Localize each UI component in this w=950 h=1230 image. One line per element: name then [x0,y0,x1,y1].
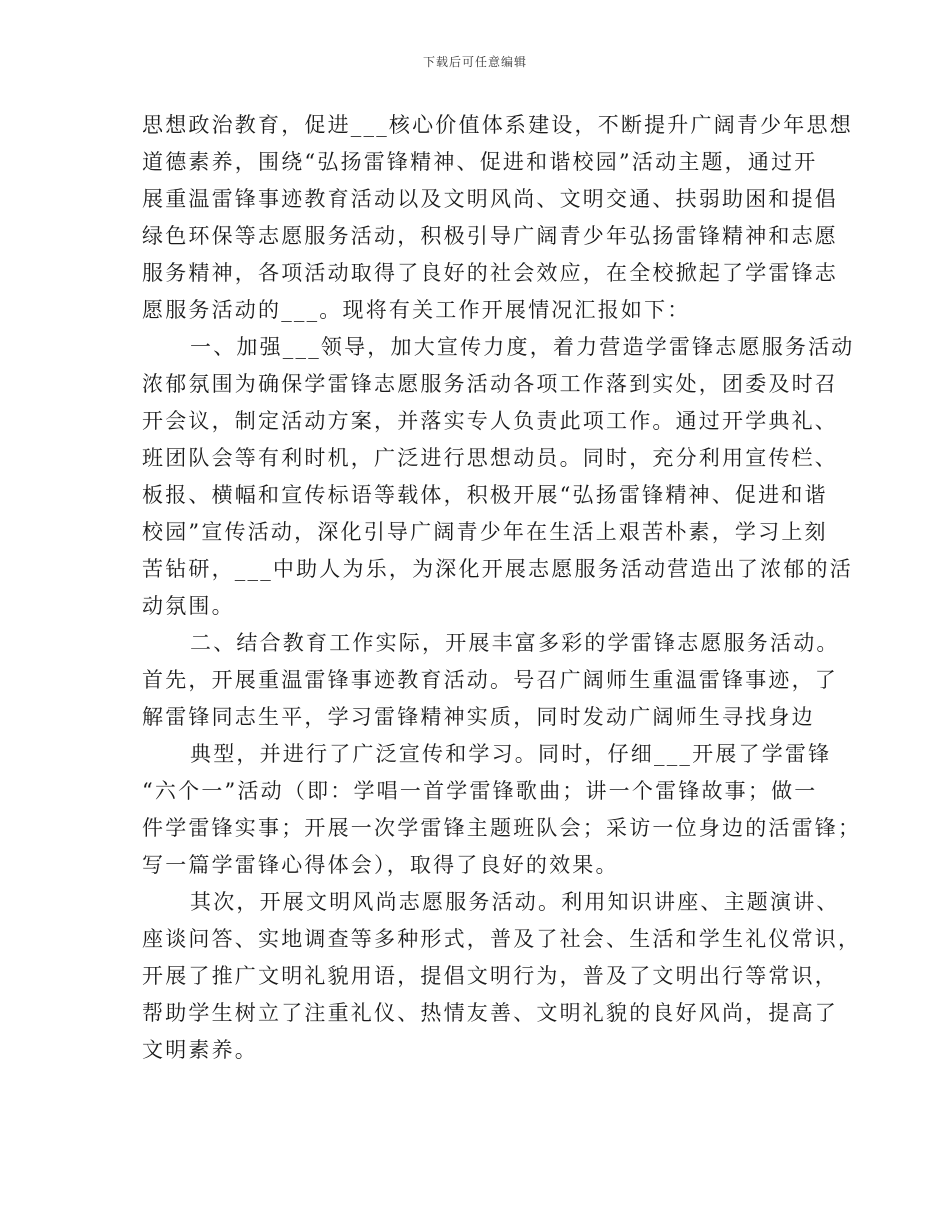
text-line: 思想政治教育，促进___核心价值体系建设，不断提升广阔青少年思想 [142,113,853,137]
text-line: 愿服务活动的___。现将有关工作开展情况汇报如下： [142,298,691,322]
text-line: 班团队会等有利时机，广泛进行思想动员。同时，充分利用宣传栏、 [142,446,838,470]
text-line: 一、加强___领导，加大宣传力度，着力营造学雷锋志愿服务活动 [190,335,855,359]
text-line: 写一篇学雷锋心得体会），取得了良好的效果。 [142,853,619,877]
text-line: 解雷锋同志生平，学习雷锋精神实质，同时发动广阔师生寻找身边 [142,705,815,729]
document-body [142,107,862,1069]
text-line: 首先，开展重温雷锋事迹教育活动。号召广阔师生重温雷锋事迹，了 [142,668,838,692]
text-line: 板报、横幅和宣传标语等载体，积极开展“弘扬雷锋精神、促进和谐 [142,483,828,507]
text-line: 动氛围。 [142,594,235,618]
text-line: 帮助学生树立了注重礼仪、热情友善、文明礼貌的良好风尚，提高了 [142,1001,838,1025]
paragraph-civility [142,884,862,1069]
text-line: 服务精神，各项活动取得了良好的社会效应，在全校掀起了学雷锋志 [142,261,838,285]
text-line: 苦钻研，___中助人为乐，为深化开展志愿服务活动营造出了浓郁的活 [142,557,853,581]
paragraph-section-two [142,625,840,736]
text-line: 浓郁氛围为确保学雷锋志愿服务活动各项工作落到实处，团委及时召 [142,372,838,396]
paragraph-section-one [142,329,855,625]
text-line: 文明素养。 [142,1038,258,1062]
text-line: 二、结合教育工作实际，开展丰富多彩的学雷锋志愿服务活动。 [190,631,840,655]
text-line: 校园”宣传活动，深化引导广阔青少年在生活上艰苦朴素，学习上刻 [142,520,828,544]
text-line: 开展了推广文明礼貌用语，提倡文明行为，普及了文明出行等常识， [142,964,838,988]
text-line: 展重温雷锋事迹教育活动以及文明风尚、文明交通、扶弱助困和提倡 [142,187,838,211]
text-line: 件学雷锋实事；开展一次学雷锋主题班队会；采访一位身边的活雷锋； [142,816,862,840]
text-line: 道德素养，围绕“弘扬雷锋精神、促进和谐校园”活动主题，通过开 [142,150,818,174]
text-line: 典型，并进行了广泛宣传和学习。同时，仔细___开展了学雷锋 [190,742,832,766]
text-line: “六个一”活动（即：学唱一首学雷锋歌曲；讲一个雷锋故事；做一 [142,779,818,803]
text-line: 其次，开展文明风尚志愿服务活动。利用知识讲座、主题演讲、 [190,890,840,914]
paragraph-six-activities [142,736,862,884]
text-line: 开会议，制定活动方案，并落实专人负责此项工作。通过开学典礼、 [142,409,838,433]
page-header: 下载后可任意编辑 [422,55,527,69]
paragraph-intro [142,107,853,329]
text-line: 绿色环保等志愿服务活动，积极引导广阔青少年弘扬雷锋精神和志愿 [142,224,838,248]
text-line: 座谈问答、实地调查等多种形式，普及了社会、生活和学生礼仪常识， [142,927,862,951]
